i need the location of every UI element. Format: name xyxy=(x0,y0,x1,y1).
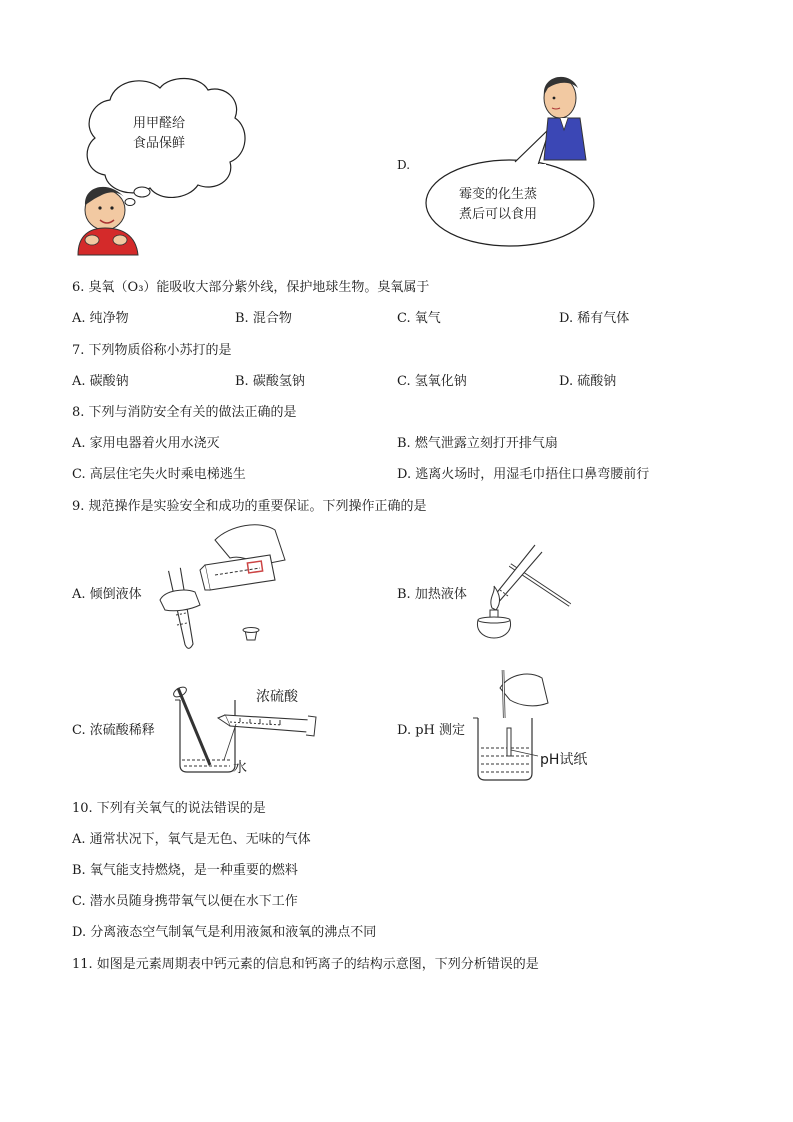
q10-option-a: A. 通常状况下，氧气是无色、无味的气体 xyxy=(72,832,311,847)
q8-stem: 8. 下列与消防安全有关的做法正确的是 xyxy=(72,405,297,420)
q6-option-b: B. 混合物 xyxy=(235,311,292,326)
q9-option-b: B. 加热液体 xyxy=(397,587,467,602)
q6-option-c: C. 氧气 xyxy=(397,311,441,326)
q8-option-d: D. 逃离火场时，用湿毛巾捂住口鼻弯腰前行 xyxy=(397,467,650,482)
q8-option-c: C. 高层住宅失火时乘电梯逃生 xyxy=(72,467,246,482)
q9-option-d: D. pH 测定 xyxy=(397,723,466,738)
option-d-label: D. xyxy=(397,158,411,172)
water-label: 水 xyxy=(233,760,247,776)
right-bubble-line1: 霉变的化生蒸 xyxy=(459,187,538,202)
q9-option-c: C. 浓硫酸稀释 xyxy=(72,723,155,738)
acid-label: 浓硫酸 xyxy=(256,689,298,705)
q8-option-b: B. 燃气泄露立刻打开排气扇 xyxy=(397,436,558,451)
q6-option-a: A. 纯净物 xyxy=(72,311,129,326)
q7-option-b: B. 碳酸氢钠 xyxy=(235,374,305,389)
q8-option-a: A. 家用电器着火用水浇灭 xyxy=(72,436,220,451)
left-bubble-line1: 用甲醛给 xyxy=(133,116,186,131)
q9-option-a: A. 倾倒液体 xyxy=(72,587,142,602)
q7-stem: 7. 下列物质俗称小苏打的是 xyxy=(72,343,232,358)
q6-stem: 6. 臭氧（O₃）能吸收大部分紫外线，保护地球生物。臭氧属于 xyxy=(72,280,430,295)
q10-option-d: D. 分离液态空气制氧气是利用液氮和液氧的沸点不同 xyxy=(72,925,377,940)
ph-paper-label: pH试纸 xyxy=(540,752,588,768)
right-bubble-line2: 煮后可以食用 xyxy=(459,207,538,222)
thought-bubble-figure xyxy=(70,70,270,260)
heating-liquid-figure xyxy=(470,540,580,645)
q10-option-c: C. 潜水员随身携带氧气以便在水下工作 xyxy=(72,894,298,909)
q10-option-b: B. 氧气能支持燃烧，是一种重要的燃料 xyxy=(72,863,298,878)
q6-option-d: D. 稀有气体 xyxy=(559,311,630,326)
pouring-liquid-figure xyxy=(160,520,300,655)
left-bubble-line2: 食品保鲜 xyxy=(133,136,186,151)
q11-stem: 11. 如图是元素周期表中钙元素的信息和钙离子的结构示意图，下列分析错误的是 xyxy=(72,957,539,972)
q9-stem: 9. 规范操作是实验安全和成功的重要保证。下列操作正确的是 xyxy=(72,499,427,514)
q7-option-a: A. 碳酸钠 xyxy=(72,374,129,389)
q10-stem: 10. 下列有关氧气的说法错误的是 xyxy=(72,801,266,816)
q7-option-c: C. 氢氧化钠 xyxy=(397,374,467,389)
q7-option-d: D. 硫酸钠 xyxy=(559,374,617,389)
speech-bubble-figure xyxy=(420,70,600,250)
